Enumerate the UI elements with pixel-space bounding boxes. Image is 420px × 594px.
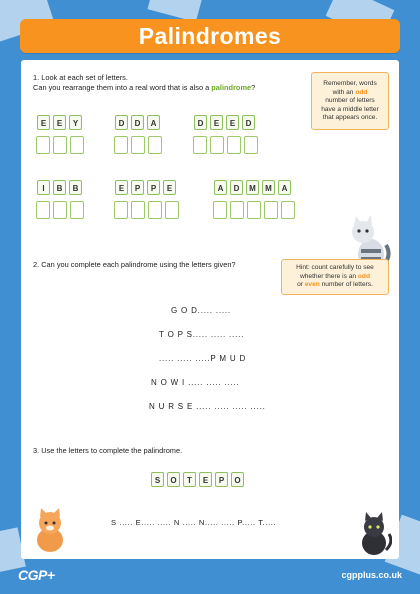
letter-tile: O xyxy=(167,472,180,487)
answer-box[interactable] xyxy=(131,136,145,154)
palindrome-line: G O D..... ..... xyxy=(171,306,231,315)
letter-tile-group xyxy=(37,115,82,130)
letter-tile: I xyxy=(37,180,50,195)
letter-tile-group xyxy=(194,115,255,130)
tip-box-odd: Remember, words with an odd number of letters have a middle letter that appears once. xyxy=(311,72,389,130)
palindrome-line: N U R S E ..... ..... ..... ..... xyxy=(149,402,266,411)
letter-tile-group xyxy=(214,180,291,195)
answer-box[interactable] xyxy=(227,136,241,154)
answer-box[interactable] xyxy=(36,136,50,154)
answer-box[interactable] xyxy=(148,201,162,219)
answer-box[interactable] xyxy=(244,136,258,154)
page-title: Palindromes xyxy=(138,23,282,49)
answer-box[interactable] xyxy=(148,136,162,154)
answer-box[interactable] xyxy=(131,201,145,219)
answer-box-group xyxy=(114,201,179,219)
answer-box[interactable] xyxy=(114,136,128,154)
answer-box[interactable] xyxy=(53,136,67,154)
letter-tile: E xyxy=(210,115,223,130)
footer-url: cgpplus.co.uk xyxy=(341,570,402,580)
letter-tile: E xyxy=(53,115,66,130)
answer-box[interactable] xyxy=(247,201,261,219)
answer-box[interactable] xyxy=(70,136,84,154)
cgp-logo: CGP+ xyxy=(18,567,55,583)
tip-box-hint: Hint: count carefully to see whether there is an odd or even number of letters. xyxy=(281,259,389,295)
question-3-letters xyxy=(151,472,244,487)
answer-box-group xyxy=(213,201,295,219)
answer-box-group xyxy=(193,136,258,154)
letter-tile: P xyxy=(131,180,144,195)
letter-tile: A xyxy=(278,180,291,195)
answer-box[interactable] xyxy=(36,201,50,219)
question-1-line2: Can you rearrange them into a real word that is also a palindrome? xyxy=(33,83,256,92)
letter-tile-group xyxy=(115,180,176,195)
answer-box[interactable] xyxy=(230,201,244,219)
answer-box[interactable] xyxy=(165,201,179,219)
answer-box[interactable] xyxy=(114,201,128,219)
answer-box[interactable] xyxy=(213,201,227,219)
answer-box-group xyxy=(36,201,84,219)
worksheet xyxy=(21,60,399,559)
question-3-answer-line: S ..... E..... ..... N ..... N..... ..... P..... T..... xyxy=(111,518,277,527)
letter-tile: E xyxy=(115,180,128,195)
palindrome-line: N O W I ..... ..... ..... xyxy=(151,378,240,387)
answer-box-group xyxy=(114,136,162,154)
black-cat-icon xyxy=(356,512,392,556)
letter-tile: T xyxy=(183,472,196,487)
letter-tile: B xyxy=(69,180,82,195)
letter-tile: D xyxy=(131,115,144,130)
question-1 xyxy=(33,73,255,93)
question-3: 3. Use the letters to complete the palindrome. xyxy=(33,446,183,455)
letter-tile: O xyxy=(231,472,244,487)
letter-tile: A xyxy=(147,115,160,130)
letter-tile: Y xyxy=(69,115,82,130)
answer-box[interactable] xyxy=(264,201,278,219)
letter-tile: A xyxy=(214,180,227,195)
orange-cat-icon xyxy=(30,508,70,554)
letter-tile: D xyxy=(242,115,255,130)
answer-box-group xyxy=(36,136,84,154)
letter-tile: P xyxy=(215,472,228,487)
answer-box[interactable] xyxy=(281,201,295,219)
letter-tile: D xyxy=(230,180,243,195)
letter-tile: P xyxy=(147,180,160,195)
letter-tile: D xyxy=(115,115,128,130)
letter-tile: B xyxy=(53,180,66,195)
question-2: 2. Can you complete each palindrome using the letters given? xyxy=(33,260,236,269)
letter-tile: E xyxy=(226,115,239,130)
letter-tile-group xyxy=(115,115,160,130)
palindrome-line: ..... ..... .....P M U D xyxy=(159,354,247,363)
letter-tile-group xyxy=(37,180,82,195)
answer-box[interactable] xyxy=(193,136,207,154)
answer-box[interactable] xyxy=(210,136,224,154)
letter-tile: E xyxy=(37,115,50,130)
letter-tile: D xyxy=(194,115,207,130)
letter-tile: M xyxy=(262,180,275,195)
letter-tile: S xyxy=(151,472,164,487)
question-1-line1: 1. Look at each set of letters. xyxy=(33,73,128,82)
answer-box[interactable] xyxy=(53,201,67,219)
title-banner xyxy=(20,19,400,53)
answer-box[interactable] xyxy=(70,201,84,219)
palindrome-line: T O P S..... ..... ..... xyxy=(159,330,245,339)
letter-tile: E xyxy=(163,180,176,195)
letter-tile: E xyxy=(199,472,212,487)
letter-tile: M xyxy=(246,180,259,195)
